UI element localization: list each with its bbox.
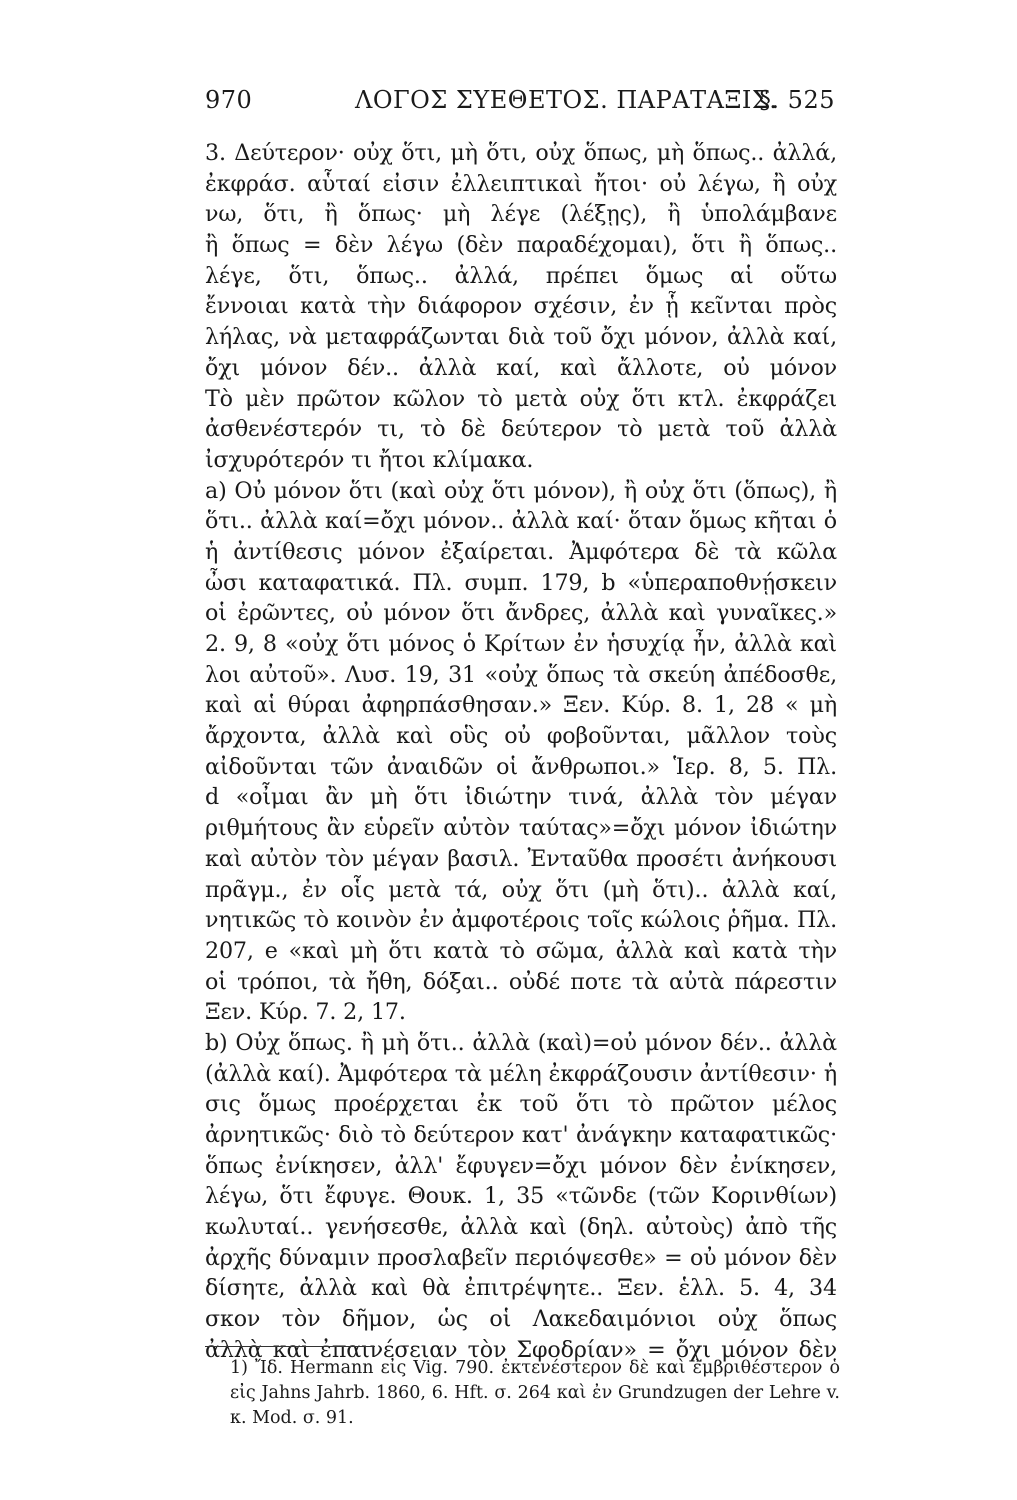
text-line: ἀλλὰ καὶ ἐπαινέσειαν τὸν Σφοδρίαν» = ὄχι μόνον δὲν — [205, 1336, 837, 1363]
text-line: καὶ αὐτὸν τὸν μέγαν βασιλ. Ἐνταῦθα προσέτι ἀνήκουσι — [205, 845, 837, 872]
text-line: λήλας, νὰ μεταφράζωνται διὰ τοῦ ὄχι μόνον, ἀλλὰ καί, — [205, 324, 837, 351]
text-line: ὄχι μόνον δέν.. ἀλλὰ καί, καὶ ἄλλοτε, οὐ μόνον — [205, 354, 837, 381]
text-line: λέγω, ὅτι ἔφυγε. Θουκ. 1, 35 «τῶνδε (τῶν Κορινθίων) — [205, 1183, 837, 1210]
page-number: 970 — [205, 86, 253, 114]
text-line: b) Οὐχ ὅπως. ἢ μὴ ὅτι.. ἀλλὰ (καὶ)=οὐ μόνον δέν.. ἀλλὰ — [205, 1029, 837, 1056]
text-line: σις ὅμως προέρχεται ἐκ τοῦ ὅτι τὸ πρῶτον μέλος — [205, 1091, 837, 1118]
text-line: ἀσθενέστερόν τι, τὸ δὲ δεύτερον τὸ μετὰ τοῦ ἀλλὰ — [205, 416, 837, 443]
running-title: ΛΟΓΟΣ ΣΥΕΘΕΤΟΣ. ΠΑΡΑΤΑΞΙΣ. — [355, 86, 778, 114]
text-line: Τὸ μὲν πρῶτον κῶλον τὸ μετὰ οὐχ ὅτι κτλ. ἐκφράζει — [205, 385, 837, 412]
text-line: σκον τὸν δῆμον, ὡς οἱ Λακεδαιμόνιοι οὐχ ὅπως — [205, 1306, 837, 1333]
text-line: κωλυταί.. γενήσεσθε, ἀλλὰ καὶ (δηλ. αὐτοὺς) ἀπὸ τῆς — [205, 1214, 837, 1241]
text-line: ριθμήτους ἂν εὑρεῖν αὐτὸν ταύτας»=ὄχι μόνον ἰδιώτην — [205, 815, 837, 842]
text-line: ὅτι.. ἀλλὰ καί=ὄχι μόνον.. ἀλλὰ καί· ὅταν ὅμως κῆται ὁ — [205, 508, 837, 535]
text-line: νω, ὅτι, ἢ ὅπως· μὴ λέγε (λέξῃς), ἢ ὑπολάμβανε — [205, 201, 837, 228]
footnote-line: εἰς Jahns Jahrb. 1860, 6. Hft. σ. 264 καὶ ἐν Grundzugen der Lehre v. — [230, 1383, 840, 1403]
text-line: οἱ ἐρῶντες, οὐ μόνον ὅτι ἄνδρες, ἀλλὰ καὶ γυναῖκες.» — [205, 600, 837, 627]
main-text — [205, 138, 837, 1366]
footnote-line: κ. Mod. σ. 91. — [230, 1408, 354, 1428]
text-line: οἱ τρόποι, τὰ ἤθη, δόξαι.. οὐδέ ποτε τὰ αὐτὰ πάρεστιν — [205, 968, 837, 995]
footnotes — [230, 1356, 840, 1431]
text-line: ἀρχῆς δύναμιν προσλαβεῖν περιόψεσθε» = οὐ μόνον δὲν — [205, 1244, 837, 1271]
text-line: καὶ αἱ θύραι ἀφηρπάσθησαν.» Ξεν. Κύρ. 8. 1, 28 « μὴ — [205, 692, 837, 719]
running-header — [205, 80, 835, 116]
text-line: d «οἶμαι ἂν μὴ ὅτι ἰδιώτην τινά, ἀλλὰ τὸν μέγαν — [205, 784, 837, 811]
text-line: ἄρχοντα, ἀλλὰ καὶ οὓς οὐ φοβοῦνται, μᾶλλον τοὺς — [205, 723, 837, 750]
text-line: νητικῶς τὸ κοινὸν ἐν ἀμφοτέροις τοῖς κώλοις ῥῆμα. Πλ. — [205, 907, 837, 934]
text-line: αἰδοῦνται τῶν ἀναιδῶν οἱ ἄνθρωποι.» Ἱερ. 8, 5. Πλ. — [205, 753, 837, 780]
text-line: δίσητε, ἀλλὰ καὶ θὰ ἐπιτρέψητε.. Ξεν. ἑλλ. 5. 4, 34 — [205, 1275, 837, 1302]
section-number: §. 525 — [758, 86, 835, 114]
text-line: ἢ ὅπως = δὲν λέγω (δὲν παραδέχομαι), ὅτι ἢ ὅπως.. — [205, 232, 837, 259]
text-line: ὅπως ἐνίκησεν, ἀλλ' ἔφυγεν=ὄχι μόνον δὲν ἐνίκησεν, — [205, 1152, 837, 1179]
text-line: ἔννοιαι κατὰ τὴν διάφορον σχέσιν, ἐν ᾗ κεῖνται πρὸς — [205, 293, 837, 320]
text-line: 2. 9, 8 «οὐχ ὅτι μόνος ὁ Κρίτων ἐν ἡσυχίᾳ ἦν, ἀλλὰ καὶ — [205, 631, 837, 657]
text-line: ἀρνητικῶς· διὸ τὸ δεύτερον κατ' ἀνάγκην καταφατικῶς· — [205, 1122, 837, 1148]
text-line: Ξεν. Κύρ. 7. 2, 17. — [205, 999, 406, 1026]
text-line: ἰσχυρότερόν τι ἤτοι κλίμακα. — [205, 446, 534, 473]
text-line: a) Οὐ μόνον ὅτι (καὶ οὐχ ὅτι μόνον), ἢ οὐχ ὅτι (ὅπως), ἢ — [205, 477, 837, 504]
text-line: λοι αὐτοῦ». Λυσ. 19, 31 «οὐχ ὅπως τὰ σκεύη ἀπέδοσθε, — [205, 661, 837, 688]
text-line: πρᾶγμ., ἐν οἷς μετὰ τά, οὐχ ὅτι (μὴ ὅτι).. ἀλλὰ καί, — [205, 876, 837, 903]
footnote-rule — [205, 1346, 375, 1347]
footnote-line: 1) Ἴδ. Hermann εἰς Vig. 790. ἐκτενέστερον δὲ καὶ ἐμβριθέστερον ὁ — [230, 1358, 840, 1378]
text-line: 207, e «καὶ μὴ ὅτι κατὰ τὸ σῶμα, ἀλλὰ καὶ κατὰ τὴν — [205, 937, 837, 964]
text-line: 3. Δεύτερον· οὐχ ὅτι, μὴ ὅτι, οὐχ ὅπως, μὴ ὅπως.. ἀλλά, — [205, 140, 837, 166]
text-line: ὦσι καταφατικά. Πλ. συμπ. 179, b «ὑπεραποθνῄσκειν — [205, 569, 837, 596]
text-line: ἐκφράσ. αὗταί εἰσιν ἐλλειπτικαὶ ἤτοι· οὐ λέγω, ἢ οὐχ — [205, 170, 837, 197]
text-line: λέγε, ὅτι, ὅπως.. ἀλλά, πρέπει ὅμως αἱ οὕτω — [205, 262, 837, 289]
text-line: ἡ ἀντίθεσις μόνον ἐξαίρεται. Ἀμφότερα δὲ τὰ κῶλα — [205, 538, 837, 565]
text-line: (ἀλλὰ καί). Ἀμφότερα τὰ μέλη ἐκφράζουσιν ἀντίθεσιν· ἡ — [205, 1060, 837, 1087]
